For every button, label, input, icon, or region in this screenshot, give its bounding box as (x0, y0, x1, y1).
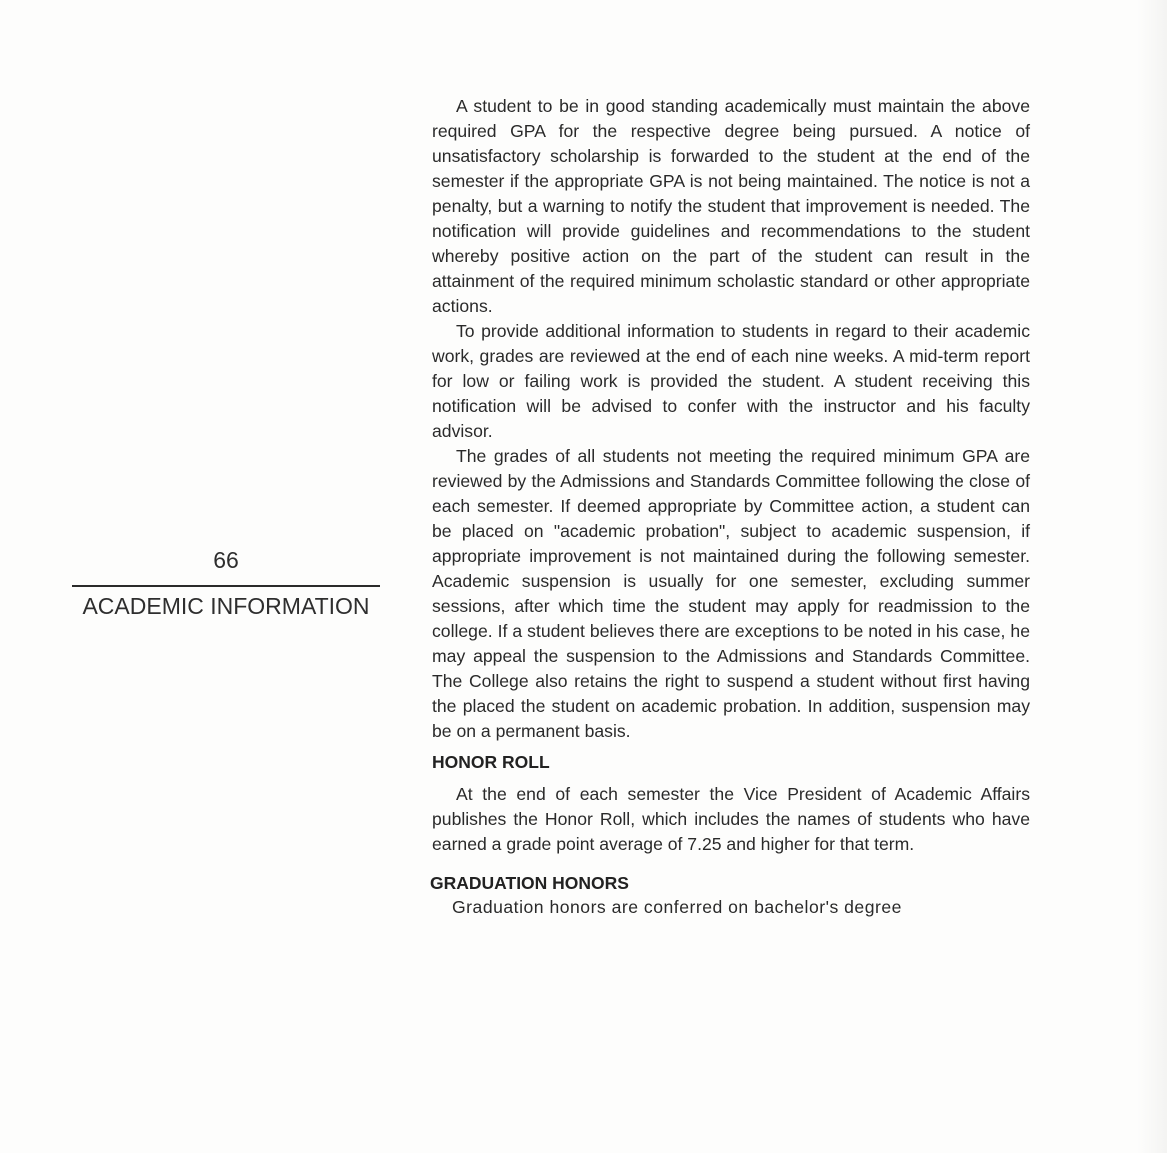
divider-rule (72, 585, 380, 587)
section-title: ACADEMIC INFORMATION (82, 593, 370, 619)
page-number: 66 (213, 547, 239, 573)
heading-graduation-honors: GRADUATION HONORS (430, 873, 629, 893)
body-text (432, 94, 1030, 920)
paragraph-honor-roll: At the end of each semester the Vice President of Academic Affairs publishes the Honor Roll, which includes the names of students who have earned a grade point average of 7.25 and higher for that term. (432, 784, 1030, 854)
heading-honor-roll: HONOR ROLL (432, 752, 550, 772)
paragraph-graduation-honors: Graduation honors are conferred on bachelor's degree (452, 897, 902, 917)
paragraph-midterm-report: To provide additional information to students in regard to their academic work, grades are reviewed at the end of each nine weeks. A mid-term report for low or failing work is provided the student. A student receiving this notification will be advised to confer with the instructor and his faculty advisor. (432, 321, 1030, 441)
paragraph-good-standing: A student to be in good standing academically must maintain the above required GPA for the respective degree being pursued. A notice of unsatisfactory scholarship is forwarded to the student at the end of the semester if the appropriate GPA is not being maintained. The notice is not a penalty, but a warning to notify the student that improvement is needed. The notification will provide guidelines and recommendations to the student whereby positive action on the part of the student can result in the attainment of the required minimum scholastic standard or other appropriate actions. (432, 96, 1030, 316)
paragraph-probation: The grades of all students not meeting the required minimum GPA are reviewed by the Admissions and Standards Committee following the close of each semester. If deemed appropriate by Committee action, a student can be placed on "academic probation", subject to academic suspension, if appropriate improvement is not maintained during the following semester. Academic suspension is usually for one semester, excluding summer sessions, after which time the student may apply for readmission to the college. If a student believes there are exceptions to be noted in his case, he may appeal the suspension to the Admissions and Standards Committee. The College also retains the right to suspend a student without first having the placed the student on academic probation. In addition, suspension may be on a permanent basis. (432, 446, 1030, 741)
margin-header (72, 545, 380, 621)
scan-edge-shadow (1137, 0, 1167, 1153)
